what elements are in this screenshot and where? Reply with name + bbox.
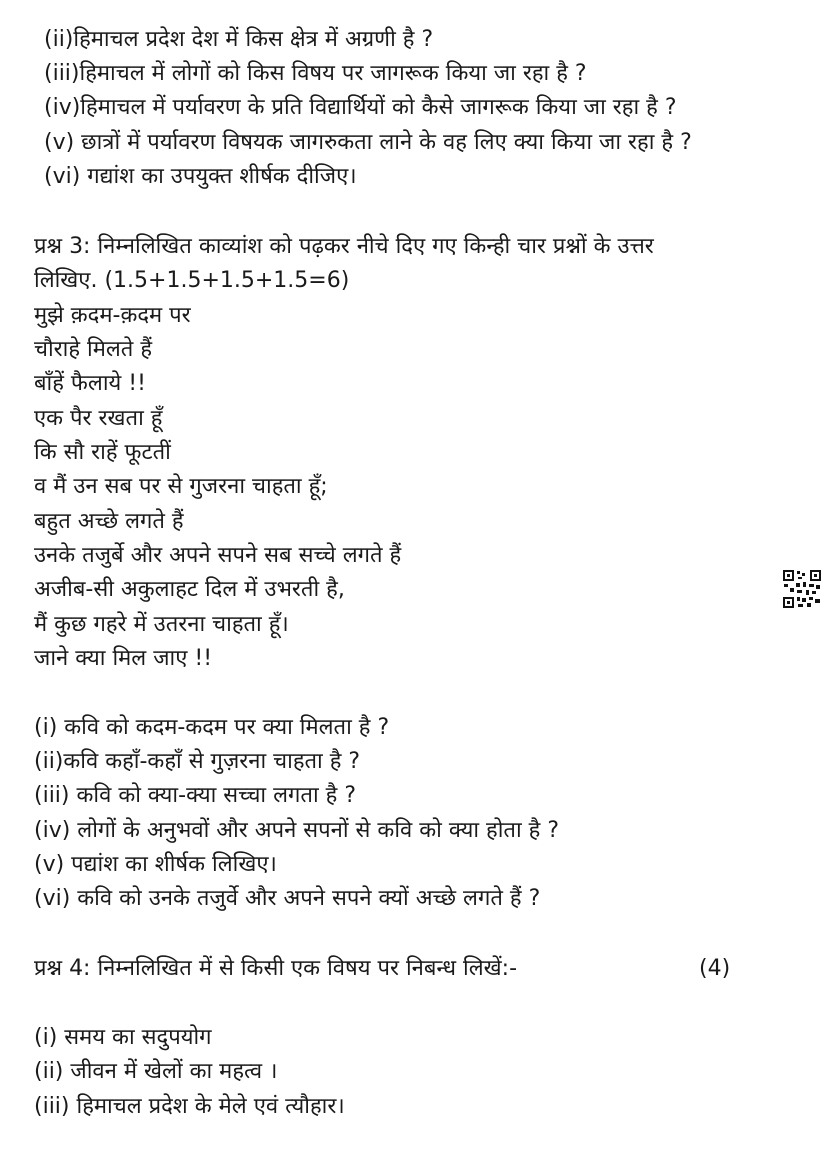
q2-question-iii: (iii)हिमाचल में लोगों को किस विषय पर जागरूक किया जा रहा है ? [44,61,587,86]
poem-line: एक पैर रखता हूँ [34,406,163,431]
q3-question-vi: (vi) कवि को उनके तजुर्वे और अपने सपने क्यों अच्छे लगते हैं ? [34,886,541,911]
poem-line: जाने क्या मिल जाए !! [34,646,213,671]
q4-topic-iii: (iii) हिमाचल प्रदेश के मेले एवं त्यौहार। [34,1094,345,1119]
poem-line: अजीब-सी अकुलाहट दिल में उभरती है, [34,577,345,602]
q2-question-vi: (vi) गद्यांश का उपयुक्त शीर्षक दीजिए। [44,164,357,189]
poem-line: मैं कुछ गहरे में उतरना चाहता हूँ। [34,612,289,637]
q3-question-ii: (ii)कवि कहाँ-कहाँ से गुज़रना चाहता है ? [34,749,361,774]
poem-line: उनके तजुर्बे और अपने सपने सब सच्चे लगते हैं [34,543,402,568]
q4-heading: प्रश्न 4: निम्नलिखित में से किसी एक विषय पर निबन्ध लिखें:- [34,956,518,981]
q4-topic-i: (i) समय का सदुपयोग [34,1025,212,1050]
poem-line: बाँहें फैलाये !! [34,371,146,396]
q4-topic-ii: (ii) जीवन में खेलों का महत्व । [34,1059,278,1084]
poem-line: बहुत अच्छे लगते हैं [34,509,184,534]
q3-heading-line1: प्रश्न 3: निम्नलिखित काव्यांश को पढ़कर नीचे दिए गए किन्ही चार प्रश्नों के उत्तर [34,234,654,259]
poem-line: मुझे क़दम-क़दम पर [34,303,191,328]
q4-marks: (4) [699,956,731,981]
q3-question-i: (i) कवि को कदम-कदम पर क्या मिलता है ? [34,715,390,740]
q3-question-iii: (iii) कवि को क्या-क्या सच्चा लगता है ? [34,783,357,808]
q2-question-iv: (iv)हिमाचल में पर्यावरण के प्रति विद्यार्थियों को कैसे जागरूक किया जा रहा है ? [44,95,677,120]
qr-code-icon [782,569,822,609]
q3-heading-line2: लिखिए. (1.5+1.5+1.5+1.5=6) [34,268,350,293]
q3-question-v: (v) पद्यांश का शीर्षक लिखिए। [34,852,277,877]
q2-question-v: (v) छात्रों में पर्यावरण विषयक जागरुकता लाने के वह लिए क्या किया जा रहा है ? [44,130,692,155]
poem-line: कि सौ राहें फूटतीं [34,440,171,465]
poem-line: चौराहे मिलते हैं [34,337,153,362]
q3-question-iv: (iv) लोगों के अनुभवों और अपने सपनों से कवि को क्या होता है ? [34,818,560,843]
poem-line: व मैं उन सब पर से गुजरना चाहता हूँ; [34,474,328,499]
q2-question-ii: (ii)हिमाचल प्रदेश देश में किस क्षेत्र में अग्रणी है ? [44,27,434,52]
